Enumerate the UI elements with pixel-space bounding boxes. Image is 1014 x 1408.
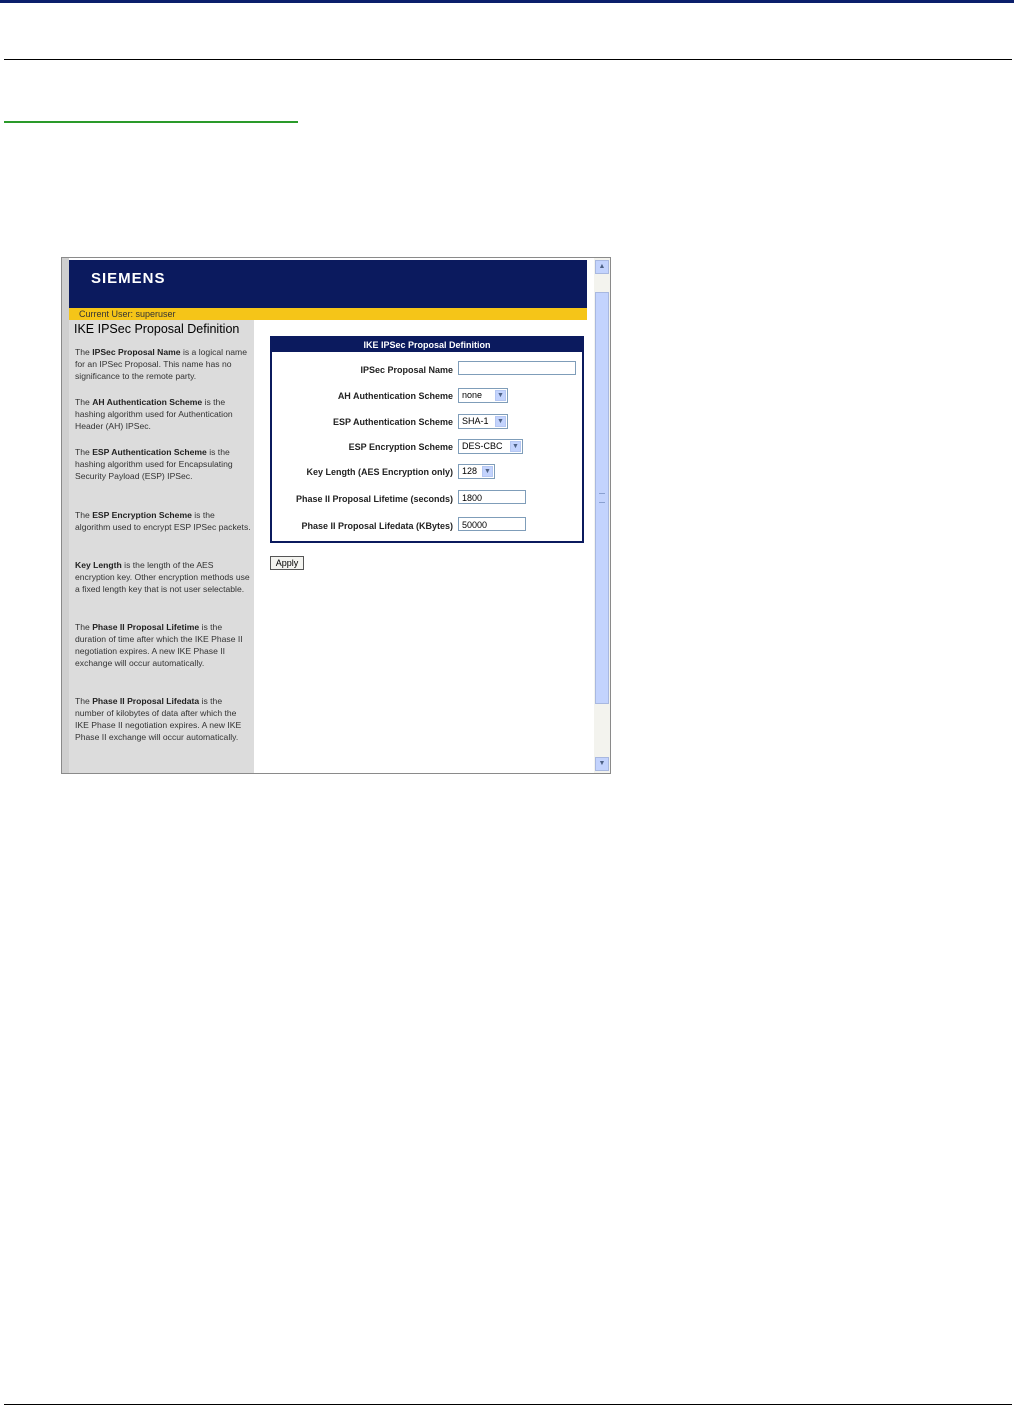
proposal-form — [270, 336, 584, 543]
document-footer-rule — [4, 1404, 1012, 1405]
key-length-label: Key Length (AES Encryption only) — [306, 467, 453, 477]
apply-button[interactable]: Apply — [270, 556, 304, 570]
help-paragraph-esp-auth: The ESP Authentication Scheme is the hashing algorithm used for Encapsulating Security Payload (ESP) IPSec. — [75, 447, 233, 481]
lifedata-label: Phase II Proposal Lifedata (KBytes) — [301, 521, 453, 531]
help-paragraph-lifedata: The Phase II Proposal Lifedata is the number of kilobytes of data after which the IKE Phase II negotiation expires. A new IKE Phase II exchange will occur automatically. — [75, 696, 242, 742]
siemens-logo: SIEMENS — [91, 270, 166, 287]
frame-left-border — [62, 258, 69, 773]
esp-auth-label: ESP Authentication Scheme — [332, 417, 453, 427]
lifetime-label: Phase II Proposal Lifetime (seconds) — [295, 494, 453, 504]
ah-auth-select[interactable] — [458, 388, 508, 403]
document-top-rule — [0, 0, 1014, 3]
chevron-down-icon[interactable]: ▼ — [482, 466, 493, 477]
help-paragraph-key-length: Key Length is the length of the AES encryption key. Other encryption methods use a fixed length key that is not user selectable. — [75, 560, 250, 594]
help-paragraph-lifetime: The Phase II Proposal Lifetime is the duration of time after which the IKE Phase II negotiation expires. A new IKE Phase II exchange will occur automatically. — [75, 622, 243, 668]
help-paragraph-proposal-name: The IPSec Proposal Name is a logical name for an IPSec Proposal. This name has no significance to the remote party. — [75, 347, 247, 381]
esp-auth-select[interactable] — [458, 414, 508, 429]
chevron-down-icon[interactable]: ▼ — [495, 390, 506, 401]
document-header-rule — [4, 59, 1012, 60]
scrollbar-thumb[interactable] — [595, 292, 609, 704]
section-heading-rule — [4, 121, 298, 123]
lifetime-input[interactable]: 1800 — [458, 490, 526, 504]
key-length-value: 128 — [462, 466, 478, 476]
help-paragraph-ah-auth: The AH Authentication Scheme is the hashing algorithm used for Authentication Header (AH) IPSec. — [75, 397, 233, 431]
key-length-select[interactable] — [458, 464, 495, 479]
proposal-name-input[interactable] — [458, 361, 576, 375]
help-sidebar — [69, 320, 254, 773]
ah-auth-label: AH Authentication Scheme — [337, 391, 453, 401]
lifedata-input[interactable]: 50000 — [458, 517, 526, 531]
chevron-down-icon[interactable]: ▼ — [495, 416, 506, 427]
ah-auth-value: none — [462, 390, 483, 400]
esp-encryption-select[interactable] — [458, 439, 523, 454]
current-user-label: Current User: superuser — [79, 309, 176, 319]
current-user-bar — [69, 308, 587, 320]
scroll-down-arrow-icon[interactable]: ▼ — [595, 757, 609, 771]
esp-encryption-value: DES-CBC — [462, 441, 503, 451]
chevron-down-icon[interactable]: ▼ — [510, 441, 521, 452]
proposal-name-label: IPSec Proposal Name — [360, 365, 453, 375]
esp-encryption-label: ESP Encryption Scheme — [348, 442, 453, 452]
help-paragraph-esp-encryption: The ESP Encryption Scheme is the algorithm used to encrypt ESP IPSec packets. — [75, 510, 251, 532]
form-header: IKE IPSec Proposal Definition — [272, 338, 582, 352]
esp-auth-value: SHA-1 — [462, 416, 489, 426]
browser-screenshot — [61, 257, 611, 774]
page-title: IKE IPSec Proposal Definition — [74, 322, 240, 336]
grip-icon — [599, 493, 605, 503]
vertical-scrollbar[interactable] — [594, 258, 610, 773]
scroll-up-arrow-icon[interactable]: ▲ — [595, 260, 609, 274]
header-banner — [69, 260, 587, 308]
